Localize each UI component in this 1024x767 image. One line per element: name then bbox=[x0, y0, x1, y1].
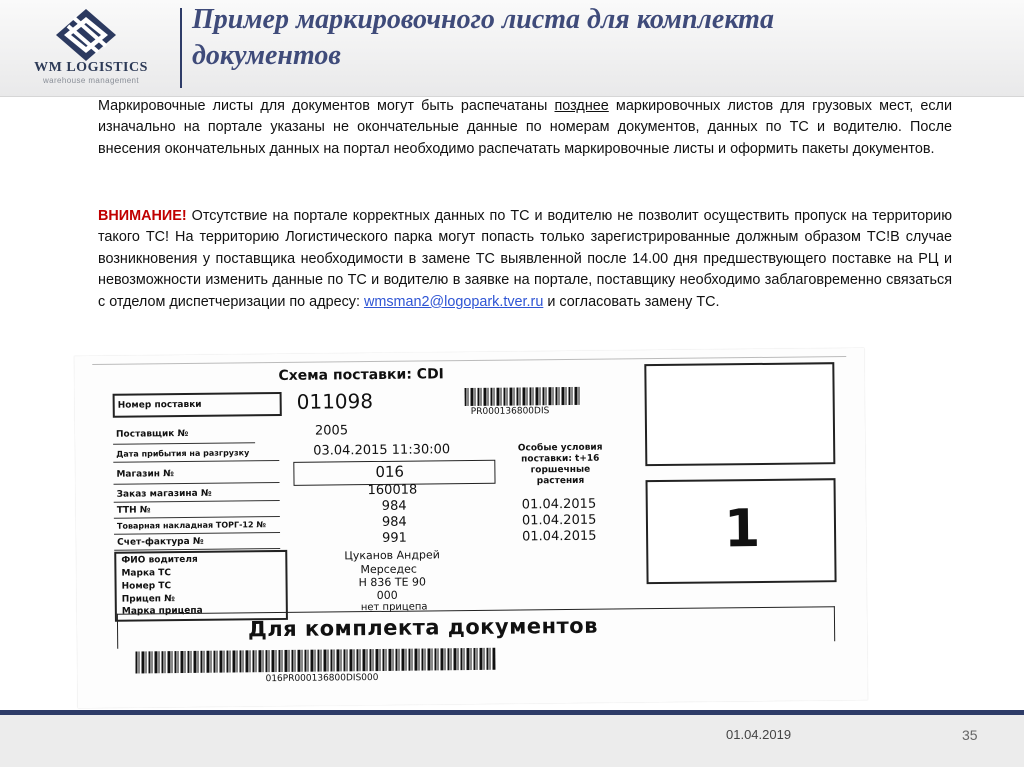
marking-sheet-scan bbox=[74, 348, 868, 708]
value-driver: Цуканов Андрей bbox=[344, 548, 440, 563]
paragraph1-text-b: маркировочных листов для грузовых мест, если изначально на портале указаны не окончательные данные по номерам документов, данных по ТС и водителю. После внесения окончательных данных на портал необходимо распечатать маркировочные листы и оформить пакеты документов. bbox=[98, 98, 952, 157]
label-ttn: ТТН № bbox=[116, 505, 151, 516]
value-store-no: 016 bbox=[375, 462, 405, 481]
company-logo bbox=[16, 6, 166, 90]
paragraph-attention bbox=[98, 206, 952, 313]
empty-box bbox=[644, 362, 835, 466]
slide-header bbox=[0, 0, 1024, 97]
label-invoice: Счет-фактура № bbox=[117, 536, 204, 548]
value-torg12: 984 bbox=[381, 514, 407, 530]
value-delivery-no: 011098 bbox=[296, 389, 374, 414]
logo-diamond-icon bbox=[54, 8, 118, 62]
paragraph1-underlined: позднее bbox=[554, 98, 609, 114]
paragraph1-text-a: Маркировочные листы для документов могут быть распечатаны bbox=[98, 98, 555, 114]
scheme-caption: Схема поставки: CDI bbox=[278, 366, 444, 385]
special-conditions: Особые условия поставки: t+16 горшечные растения bbox=[517, 442, 603, 487]
footer-date: 01.04.2019 bbox=[726, 727, 792, 742]
package-count: 1 bbox=[723, 498, 761, 560]
bottom-barcode-text: 016PR000136800DIS000 bbox=[265, 672, 379, 685]
value-trailer-brand: нет прицепа bbox=[360, 601, 428, 614]
documents-banner-box bbox=[117, 606, 835, 649]
paragraph2-text-b: и согласовать замену ТС. bbox=[543, 293, 720, 310]
label-supplier-no: Поставщик № bbox=[115, 428, 189, 440]
label-torg12: Товарная накладная ТОРГ-12 № bbox=[116, 520, 267, 531]
attention-label: ВНИМАНИЕ! bbox=[98, 208, 187, 224]
bottom-barcode bbox=[135, 648, 495, 674]
torg12-underline bbox=[114, 532, 280, 535]
value-order-no: 160018 bbox=[367, 482, 418, 499]
label-arrival-date: Дата прибытия на разгрузку bbox=[116, 448, 250, 459]
value-arrival-date: 03.04.2015 11:30:00 bbox=[313, 442, 451, 459]
slide-title-line2: документов bbox=[192, 40, 341, 71]
slide-footer bbox=[0, 715, 1024, 767]
label-store-no: Магазин № bbox=[116, 469, 175, 480]
paragraph2-text-a: Отсутствие на портале корректных данных по ТС и водителю не позволит осуществить пропуск на территорию такого ТС! На территорию Логистического парка могут попасть только зарегистрированные должным образом ТС!В случае возникновения у поставщика необходимости в замене ТС выявленной после 14.00 дня предшествующего поставке на РЦ и невозможности изменить данные по ТС и водителю в заявке на портале, поставщику необходимо заблаговременно связаться с отделом диспетчеризации по адресу: bbox=[98, 208, 952, 310]
paragraph-reprint-info bbox=[98, 96, 952, 160]
arrival-date-underline bbox=[113, 460, 279, 463]
header-divider bbox=[180, 8, 182, 88]
supplier-no-underline bbox=[113, 442, 255, 444]
value-invoice-date: 01.04.2015 bbox=[522, 528, 597, 545]
value-torg12-date: 01.04.2015 bbox=[521, 512, 597, 529]
ttn-underline bbox=[114, 516, 280, 519]
delivery-barcode bbox=[465, 387, 581, 406]
page-number: 35 bbox=[962, 727, 978, 743]
value-vehicle-no: Н 836 ТЕ 90 bbox=[358, 575, 427, 590]
label-vehicle-brand: Марка ТС bbox=[121, 568, 172, 579]
label-vehicle-no: Номер ТС bbox=[121, 581, 172, 592]
label-order-no: Заказ магазина № bbox=[116, 488, 212, 500]
slide-title-line1: Пример маркировочного листа для комплекта bbox=[192, 4, 774, 35]
label-trailer: Прицеп № bbox=[121, 594, 176, 605]
value-ttn-date: 01.04.2015 bbox=[521, 496, 597, 513]
store-no-underline bbox=[114, 482, 280, 485]
delivery-barcode-text: PR000136800DIS bbox=[470, 406, 550, 417]
logo-name: WM LOGISTICS bbox=[34, 60, 148, 75]
logo-tagline: warehouse management bbox=[42, 76, 140, 85]
value-trailer: 000 bbox=[376, 588, 398, 602]
documents-banner-text: Для комплекта документов bbox=[247, 613, 599, 642]
value-supplier-no: 2005 bbox=[314, 423, 349, 439]
slide-title bbox=[192, 2, 992, 74]
value-vehicle-brand: Мерседес bbox=[360, 562, 417, 577]
package-count-box bbox=[646, 478, 837, 584]
dispatch-email-link[interactable]: wmsman2@logopark.tver.ru bbox=[363, 293, 544, 310]
value-ttn: 984 bbox=[381, 498, 407, 514]
label-delivery-no: Номер поставки bbox=[113, 392, 282, 418]
label-trailer-brand: Марка прицепа bbox=[121, 605, 203, 617]
order-no-underline bbox=[114, 500, 280, 503]
label-driver: ФИО водителя bbox=[121, 554, 198, 566]
value-invoice: 991 bbox=[382, 530, 408, 546]
